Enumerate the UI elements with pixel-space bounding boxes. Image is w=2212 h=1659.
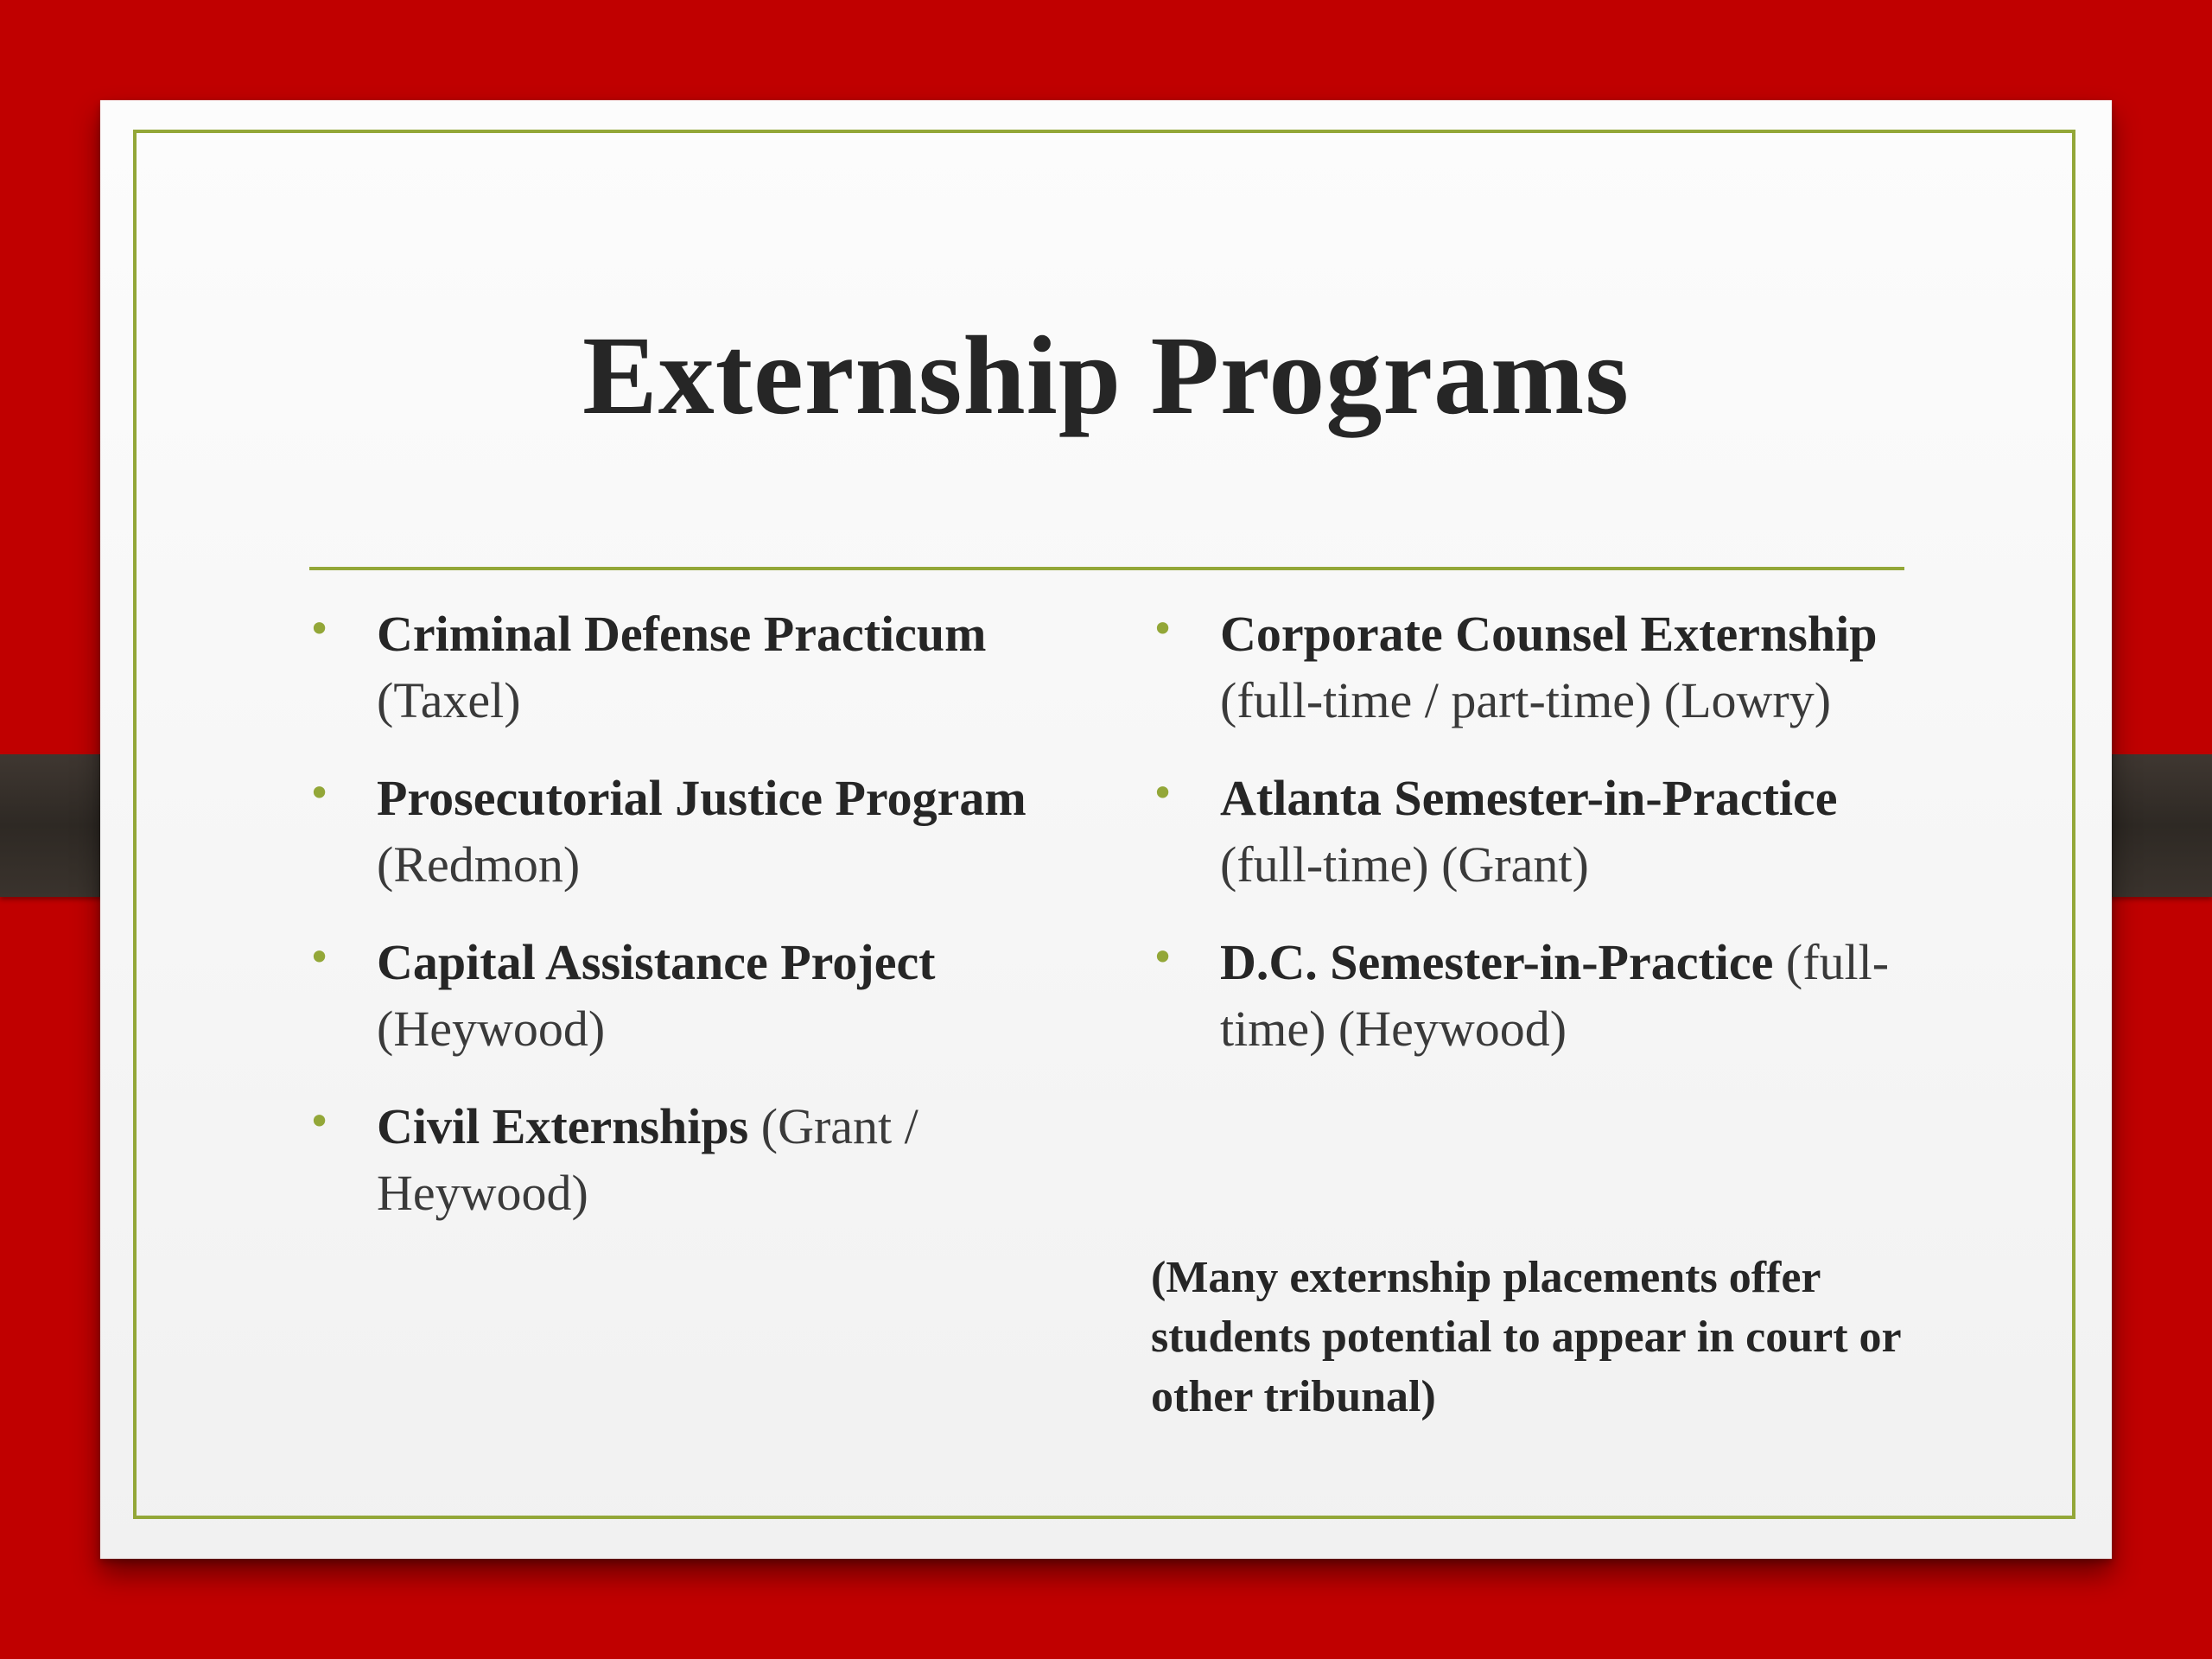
program-name: Capital Assistance Project [377,934,936,990]
program-name: D.C. Semester-in-Practice [1220,934,1774,990]
bullet-icon: • [308,770,332,817]
slide-title: Externship Programs [582,314,1630,438]
program-detail: (full-time / part-time) (Lowry) [1220,672,1832,728]
program-name: Corporate Counsel Externship [1220,606,1878,662]
list-item [308,1093,1068,1226]
bullet-icon: • [308,606,332,652]
list-item [308,929,1068,1062]
right-program-list [1151,601,1929,1093]
program-detail: (Redmon) [377,836,581,893]
list-item [1151,929,1929,1062]
list-item [1151,601,1929,734]
program-detail: (full-time) (Grant) [1220,836,1589,893]
title-divider [309,567,1904,570]
court-appearance-note: (Many externship placements offer students potential to appear in court or other tribunal) [1151,1253,1901,1421]
program-name: Prosecutorial Justice Program [377,770,1027,826]
program-detail: (Grant / Heywood) [377,1098,918,1221]
list-item [308,601,1068,734]
program-name: Criminal Defense Practicum [377,606,987,662]
left-program-list [308,601,1068,1257]
bullet-icon: • [308,1098,332,1145]
bullet-icon: • [1151,606,1175,652]
program-detail: (full-time) (Heywood) [1220,934,1890,1057]
program-name: Atlanta Semester-in-Practice [1220,770,1838,826]
bullet-icon: • [1151,770,1175,817]
bullet-icon: • [308,934,332,981]
bullet-icon: • [1151,934,1175,981]
list-item [308,765,1068,898]
program-detail: (Heywood) [377,1001,606,1057]
list-item [1151,765,1929,898]
program-name: Civil Externships [377,1098,749,1154]
program-detail: (Taxel) [377,672,521,728]
